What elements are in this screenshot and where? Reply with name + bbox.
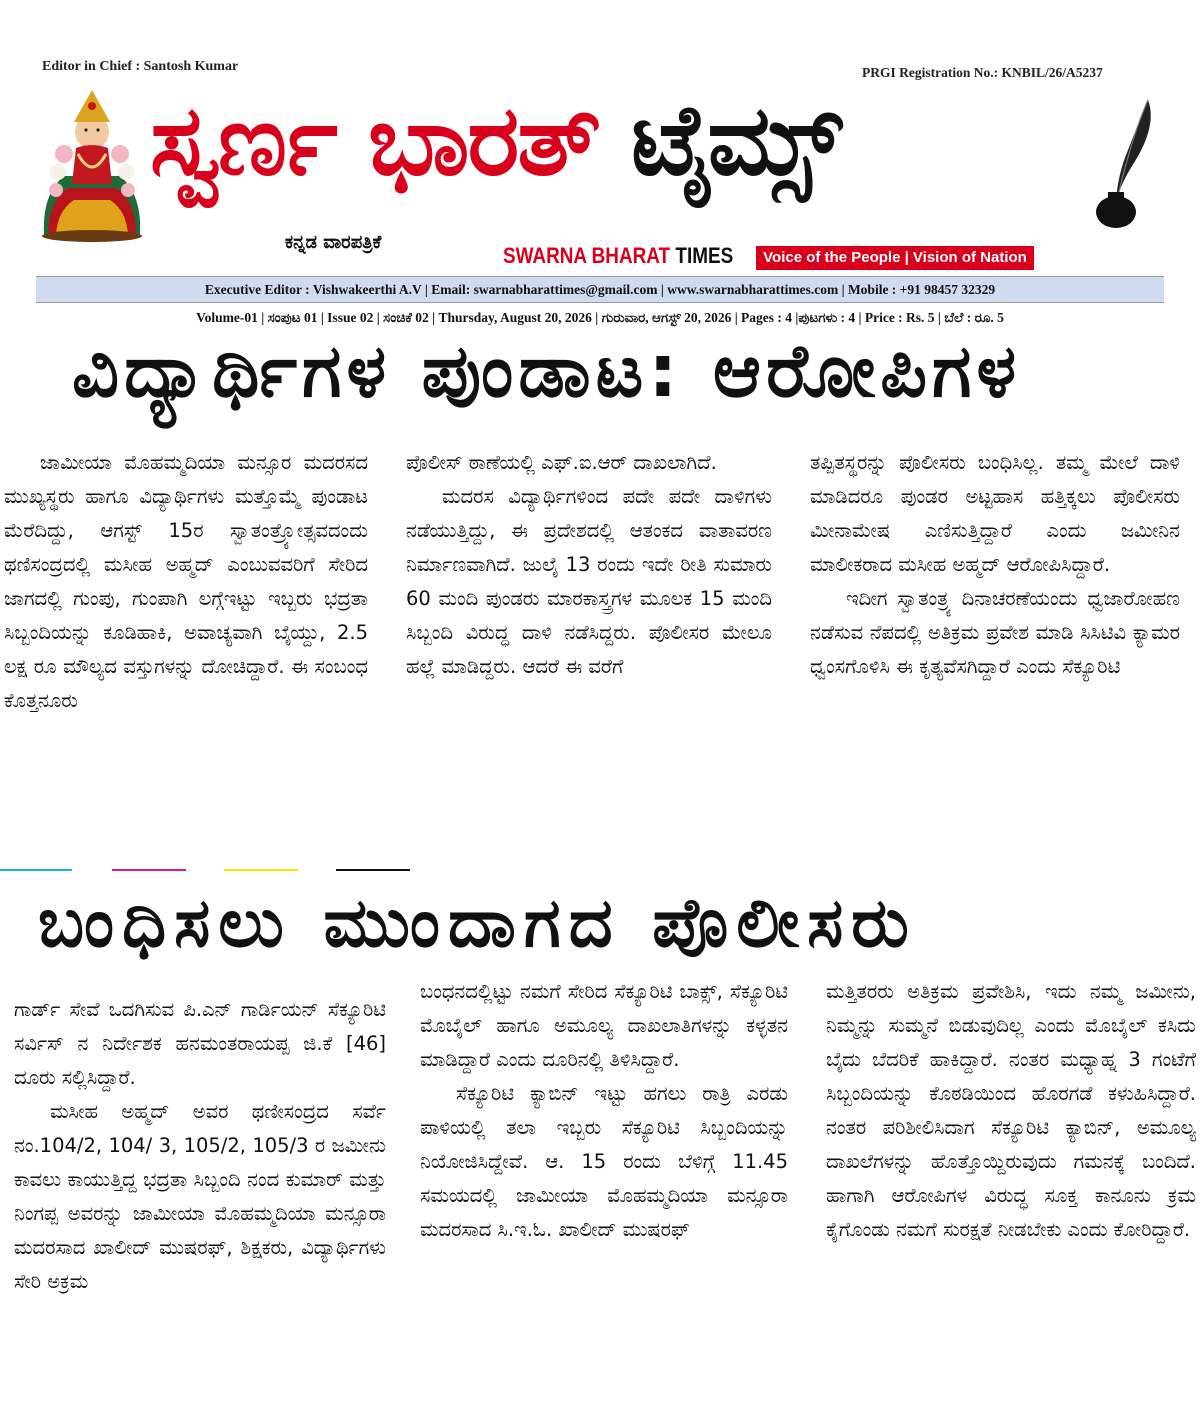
article2-column-1 bbox=[14, 993, 386, 1299]
black-registration-mark bbox=[336, 869, 410, 871]
article1-col2-para2: ಮದರಸ ವಿದ್ಯಾರ್ಥಿಗಳಿಂದ ಪದೇ ಪದೇ ದಾಳಿಗಳು ನಡೆಯುತ್ತಿದ್ದು, ಈ ಪ್ರದೇಶದಲ್ಲಿ ಆತಂಕದ ವಾತಾವರಣ ನಿರ್ಮಾಣವಾಗಿದೆ. ಜುಲೈ 13 ರಂದು ಇದೇ ರೀತಿ ಸುಮಾರು 60 ಮಂದಿ ಪುಂಡರು ಮಾರಕಾಸ್ತ್ರಗಳ ಮೂಲಕ 15 ಮಂದಿ ಸಿಬ್ಬಂದಿ ವಿರುದ್ಧ ದಾಳಿ ನಡೆಸಿದ್ದರು. ಪೊಲೀಸರ ಮೇಲೂ ಹಲ್ಲೆ ಮಾಡಿದ್ದರು. ಆದರೆ ಈ ವರೆಗೆ bbox=[406, 485, 772, 678]
executive-contact-bar: Executive Editor : Vishwakeerthi A.V | Email: swarnabharattimes@gmail.com | www.swarnabharattimes.com | Mobile : +91 98457 32329 bbox=[36, 276, 1164, 303]
article1-column-1 bbox=[4, 446, 368, 718]
subtitle-weekly: ಕನ್ನಡ ವಾರಪತ್ರಿಕೆ bbox=[285, 232, 382, 253]
article2-col2-para2: ಸೆಕ್ಯೂರಿಟಿ ಕ್ಯಾಬಿನ್ ಇಟ್ಟು ಹಗಲು ರಾತ್ರಿ ಎರಡು ಪಾಳಿಯಲ್ಲಿ ತಲಾ ಇಬ್ಬರು ಸೆಕ್ಯೂರಿಟಿ ಸಿಬ್ಬಂದಿಯನ್ನು ನಿಯೋಜಿಸಿದ್ದೇವೆ. ಆ. 15 ರಂದು ಬೆಳಿಗ್ಗೆ 11.45 ಸಮಯದಲ್ಲಿ ಜಾಮೀಯಾ ಮೊಹಮ್ಮದಿಯಾ ಮನ್ಸೂರಾ ಮದರಸಾದ ಸಿ.ಇ.ಓ. ಖಾಲೀದ್ ಮುಷರಫ್ bbox=[420, 1082, 788, 1241]
masthead-title-black: ಟೈಮ್ಸ್ bbox=[631, 84, 840, 198]
masthead-title-red: ಸ್ವರ್ಣ ಭಾರತ್ bbox=[150, 84, 600, 198]
goddess-logo bbox=[34, 84, 150, 244]
editor-in-chief: Editor in Chief : Santosh Kumar bbox=[42, 59, 239, 74]
article2-column-3 bbox=[826, 975, 1196, 1247]
headline-1: ವಿದ್ಯಾರ್ಥಿಗಳ ಪುಂಡಾಟ: ಆರೋಪಿಗಳ bbox=[72, 329, 1022, 414]
article1-col3-para1: ತಪ್ಪಿತಸ್ಥರನ್ನು ಪೊಲೀಸರು ಬಂಧಿಸಿಲ್ಲ. ತಮ್ಮ ಮೇಲೆ ದಾಳಿ ಮಾಡಿದರೂ ಪುಂಡರ ಅಟ್ಟಹಾಸ ಹತ್ತಿಕ್ಕಲು ಪೊಲೀಸರು ಮೀನಾಮೇಷ ಎಣಿಸುತ್ತಿದ್ದಾರೆ ಎಂದು ಜಮೀನಿನ ಮಾಲೀಕರಾದ ಮಸೀಹ ಅಹ್ಮದ್ ಆರೋಪಿಸಿದ್ದಾರೆ. bbox=[810, 451, 1180, 576]
cyan-registration-mark bbox=[0, 869, 72, 871]
article2-column-2 bbox=[420, 975, 788, 1247]
quill-inkpot-icon bbox=[1088, 96, 1160, 234]
article1-col2-para1: ಪೊಲೀಸ್ ಠಾಣೆಯಲ್ಲಿ ಎಫ್.ಐ.ಆರ್ ದಾಖಲಾಗಿದೆ. bbox=[406, 451, 717, 474]
article2-col1-para2: ಮಸೀಹ ಅಹ್ಮದ್ ಅವರ ಥಣೀಸಂದ್ರದ ಸರ್ವೆ ನಂ.104/2, 104/ 3, 105/2, 105/3 ರ ಜಮೀನು ಕಾವಲು ಕಾಯುತ್ತಿದ್ದ ಭದ್ರತಾ ಸಿಬ್ಬಂದಿ ನಂದ ಕುಮಾರ್ ಮತ್ತು ನಿಂಗಪ್ಪ ಅವರನ್ನು ಜಾಮೀಯಾ ಮೊಹಮ್ಮದಿಯಾ ಮನ್ಸೂರಾ ಮದರಸಾದ ಖಾಲೀದ್ ಮುಷರಫ್, ಶಿಕ್ಷಕರು, ವಿದ್ಯಾರ್ಥಿಗಳು ಸೇರಿ ಅಕ್ರಮ bbox=[14, 1100, 386, 1293]
article1-column-3 bbox=[810, 446, 1180, 684]
article2-col1-para1: ಗಾರ್ಡ್ ಸೇವೆ ಒದಗಿಸುವ ಪಿ.ಎನ್ ಗಾರ್ಡಿಯನ್ ಸೆಕ್ಯೂರಿಟಿ ಸರ್ವಿಸ್ ನ ನಿರ್ದೇಶಕ ಹನಮಂತರಾಯಪ್ಪ ಜಿ.ಕೆ [46] ದೂರು ಸಲ್ಲಿಸಿದ್ದಾರೆ. bbox=[14, 998, 386, 1089]
english-masthead bbox=[503, 243, 733, 269]
english-name-black: TIMES bbox=[675, 243, 734, 268]
article2-col2-para1: ಬಂಧನದಲ್ಲಿಟ್ಟು ನಮಗೆ ಸೇರಿದ ಸೆಕ್ಯೂರಿಟಿ ಬಾಕ್ಸ್, ಸೆಕ್ಯೂರಿಟಿ ಮೊಬೈಲ್ ಹಾಗೂ ಅಮೂಲ್ಯ ದಾಖಲಾತಿಗಳನ್ನು ಕಳ್ಳತನ ಮಾಡಿದ್ದಾರೆ ಎಂದು ದೂರಿನಲ್ಲಿ ತಿಳಿಸಿದ್ದಾರೆ. bbox=[420, 980, 788, 1071]
english-name-red: SWARNA BHARAT bbox=[503, 243, 671, 268]
issue-info-line: Volume-01 | ಸಂಪುಟ 01 | Issue 02 | ಸಂಚಿಕೆ 02 | Thursday, August 20, 2026 | ಗುರುವಾರ, ಆಗಸ್ಟ್ 20, 2026 | Pages : 4 |ಪುಟಗಳು : 4 | Price : Rs. 5 | ಬೆಲೆ : ರೂ. 5 bbox=[196, 310, 1004, 325]
article2-col3-text: ಮತ್ತಿತರರು ಅತಿಕ್ರಮ ಪ್ರವೇಶಿಸಿ, ಇದು ನಮ್ಮ ಜಮೀನು, ನಿಮ್ಮನ್ನು ಸುಮ್ಮನೆ ಬಿಡುವುದಿಲ್ಲ ಎಂದು ಮೊಬೈಲ್ ಕಸಿದು ಬೈದು ಬೆದರಿಕೆ ಹಾಕಿದ್ದಾರೆ. ನಂತರ ಮಧ್ಯಾಹ್ನ 3 ಗಂಟೆಗೆ ಸಿಬ್ಬಂದಿಯನ್ನು ಕೊಠಡಿಯಿಂದ ಹೊರಗಡೆ ಕಳುಹಿಸಿದ್ದಾರೆ. ನಂತರ ಪರಿಶೀಲಿಸಿದಾಗ ಸೆಕ್ಯೂರಿಟಿ ಕ್ಯಾಬಿನ್, ಅಮೂಲ್ಯ ದಾಖಲೆಗಳನ್ನು ಹೊತ್ತೊಯ್ದಿರುವುದು ಗಮನಕ್ಕೆ ಬಂದಿದೆ. ಹಾಗಾಗಿ ಆರೋಪಿಗಳ ವಿರುದ್ಧ ಸೂಕ್ತ ಕಾನೂನು ಕ್ರಮ ಕೈಗೊಂಡು ನಮಗೆ ಸುರಕ್ಷತೆ ನೀಡಬೇಕು ಎಂದು ಕೋರಿದ್ದಾರೆ. bbox=[826, 980, 1196, 1241]
tagline-banner: Voice of the People | Vision of Nation bbox=[756, 246, 1034, 270]
yellow-registration-mark bbox=[224, 869, 298, 871]
article1-column-2 bbox=[406, 446, 772, 684]
masthead-title bbox=[150, 84, 840, 198]
headline-2: ಬಂಧಿಸಲು ಮುಂದಾಗದ ಪೊಲೀಸರು bbox=[38, 884, 917, 963]
prgi-registration: PRGI Registration No.: KNBIL/26/A5237 bbox=[862, 65, 1103, 80]
article1-col1-text: ಜಾಮೀಯಾ ಮೊಹಮ್ಮದಿಯಾ ಮನ್ಸೂರ ಮದರಸದ ಮುಖ್ಯಸ್ಥರು ಹಾಗೂ ವಿದ್ಯಾರ್ಥಿಗಳು ಮತ್ತೊಮ್ಮೆ ಪುಂಡಾಟ ಮೆರೆದಿದ್ದು, ಆಗಸ್ಟ್ 15ರ ಸ್ವಾತಂತ್ರ್ಯೋತ್ಸವದಂದು ಥಣಿಸಂದ್ರದಲ್ಲಿ ಮಸೀಹ ಅಹ್ಮದ್ ಎಂಬುವವರಿಗೆ ಸೇರಿದ ಜಾಗದಲ್ಲಿ ಗುಂಪು, ಗುಂಪಾಗಿ ಲಗ್ಗೆಇಟ್ಟು ಇಬ್ಬರು ಭದ್ರತಾ ಸಿಬ್ಬಂದಿಯನ್ನು ಕೂಡಿಹಾಕಿ, ಅವಾಚ್ಯವಾಗಿ ಬೈಯ್ದು, 2.5 ಲಕ್ಷ ರೂ ಮೌಲ್ಯದ ವಸ್ತುಗಳನ್ನು ದೋಚಿದ್ದಾರೆ. ಈ ಸಂಬಂಧ ಕೊತ್ತನೂರು bbox=[4, 451, 368, 712]
magenta-registration-mark bbox=[112, 869, 186, 871]
article1-col3-para2: ಇದೀಗ ಸ್ವಾತಂತ್ರ್ಯ ದಿನಾಚರಣೆಯಂದು ಧ್ವಜಾರೋಹಣ ನಡೆಸುವ ನೆಪದಲ್ಲಿ ಅತಿಕ್ರಮ ಪ್ರವೇಶ ಮಾಡಿ ಸಿಸಿಟಿವಿ ಕ್ಯಾಮರ ಧ್ವಂಸಗೊಳಿಸಿ ಈ ಕೃತ್ಯವೆಸಗಿದ್ದಾರೆ ಎಂದು ಸೆಕ್ಯೂರಿಟಿ bbox=[810, 587, 1180, 678]
